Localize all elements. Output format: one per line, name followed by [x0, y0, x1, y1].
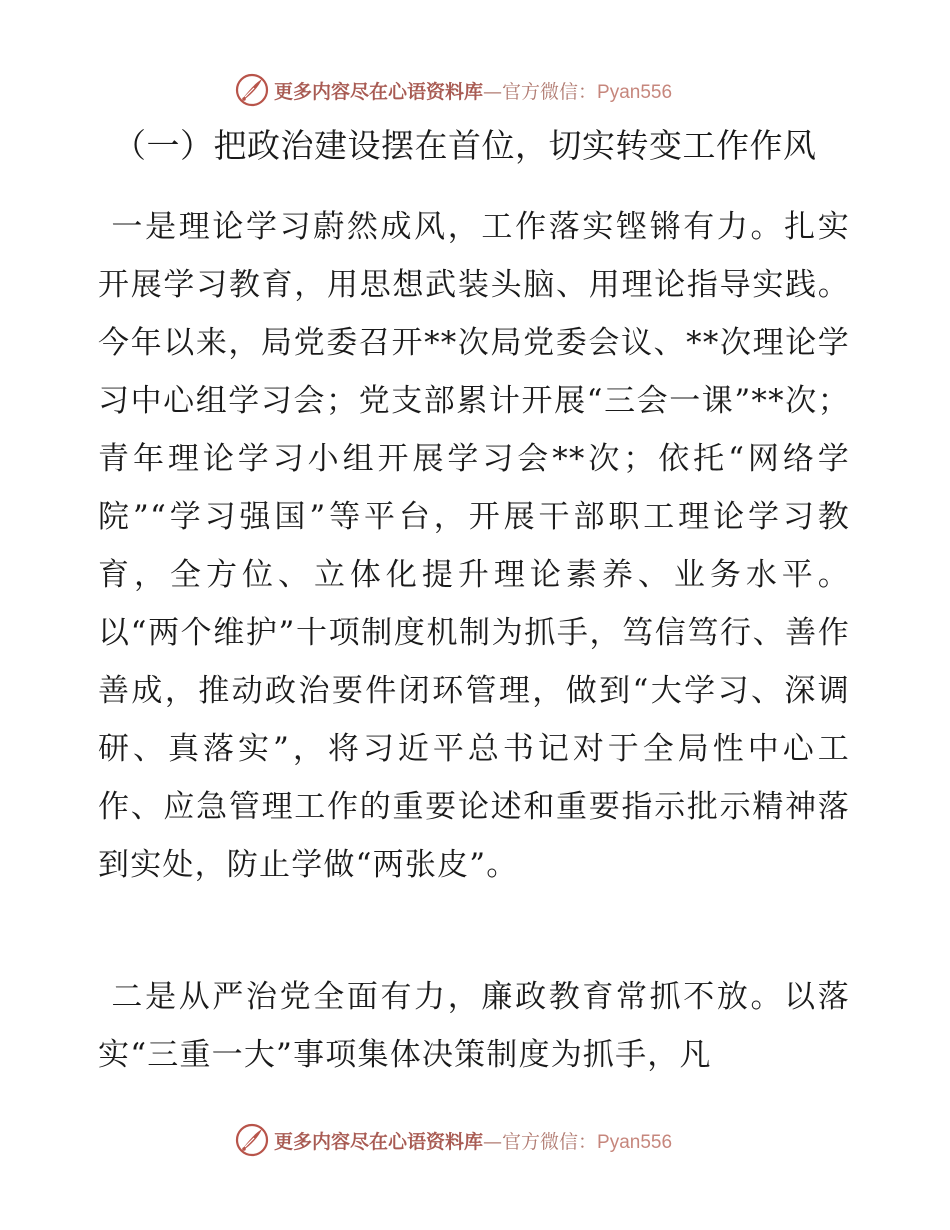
watermark-banner-bottom	[234, 1120, 672, 1160]
watermark-separator: —	[483, 80, 503, 103]
watermark-text	[274, 1127, 672, 1154]
paragraph-2-text: 二是从严治党全面有力，廉政教育常抓不放。以落实“三重一大”事项集体决策制度为抓手，凡	[98, 979, 850, 1073]
watermark-brand: 更多内容尽在心语资料库	[274, 80, 484, 103]
quill-pen-logo-icon	[234, 72, 270, 108]
watermark-wechat-label: 官方微信：	[502, 1130, 598, 1153]
watermark-text	[274, 77, 672, 104]
quill-pen-logo-icon	[234, 1122, 270, 1158]
watermark-separator: —	[483, 1130, 503, 1153]
watermark-wechat-id: Pyan556	[597, 1131, 673, 1153]
section-heading: （一）把政治建设摆在首位，切实转变工作作风	[113, 126, 817, 165]
watermark-wechat-label: 官方微信：	[502, 80, 598, 103]
paragraph-1-text: 一是理论学习蔚然成风，工作落实铿锵有力。扎实开展学习教育，用思想武装头脑、用理论指导实践。今年以来，局党委召开**次局党委会议、**次理论学习中心组学习会；党支部累计开展“三会一课”**次；青年理论学习小组开展学习会**次；依托“网络学院”“学习强国”等平台，开展干部职工理论学习教育，全方位、立体化提升理论素养、业务水平。以“两个维护”十项制度机制为抓手，笃信笃行、善作善成，推动政治要件闭环管理，做到“大学习、深调研、真落实”，将习近平总书记对于全局性中心工作、应急管理工作的重要论述和重要指示批示精神落到实处，防止学做“两张皮”。	[98, 209, 850, 883]
watermark-wechat-id: Pyan556	[597, 81, 673, 103]
watermark-brand: 更多内容尽在心语资料库	[274, 1130, 484, 1153]
watermark-banner-top	[234, 70, 672, 110]
paragraph-1	[98, 198, 850, 894]
paragraph-2	[98, 968, 850, 1084]
